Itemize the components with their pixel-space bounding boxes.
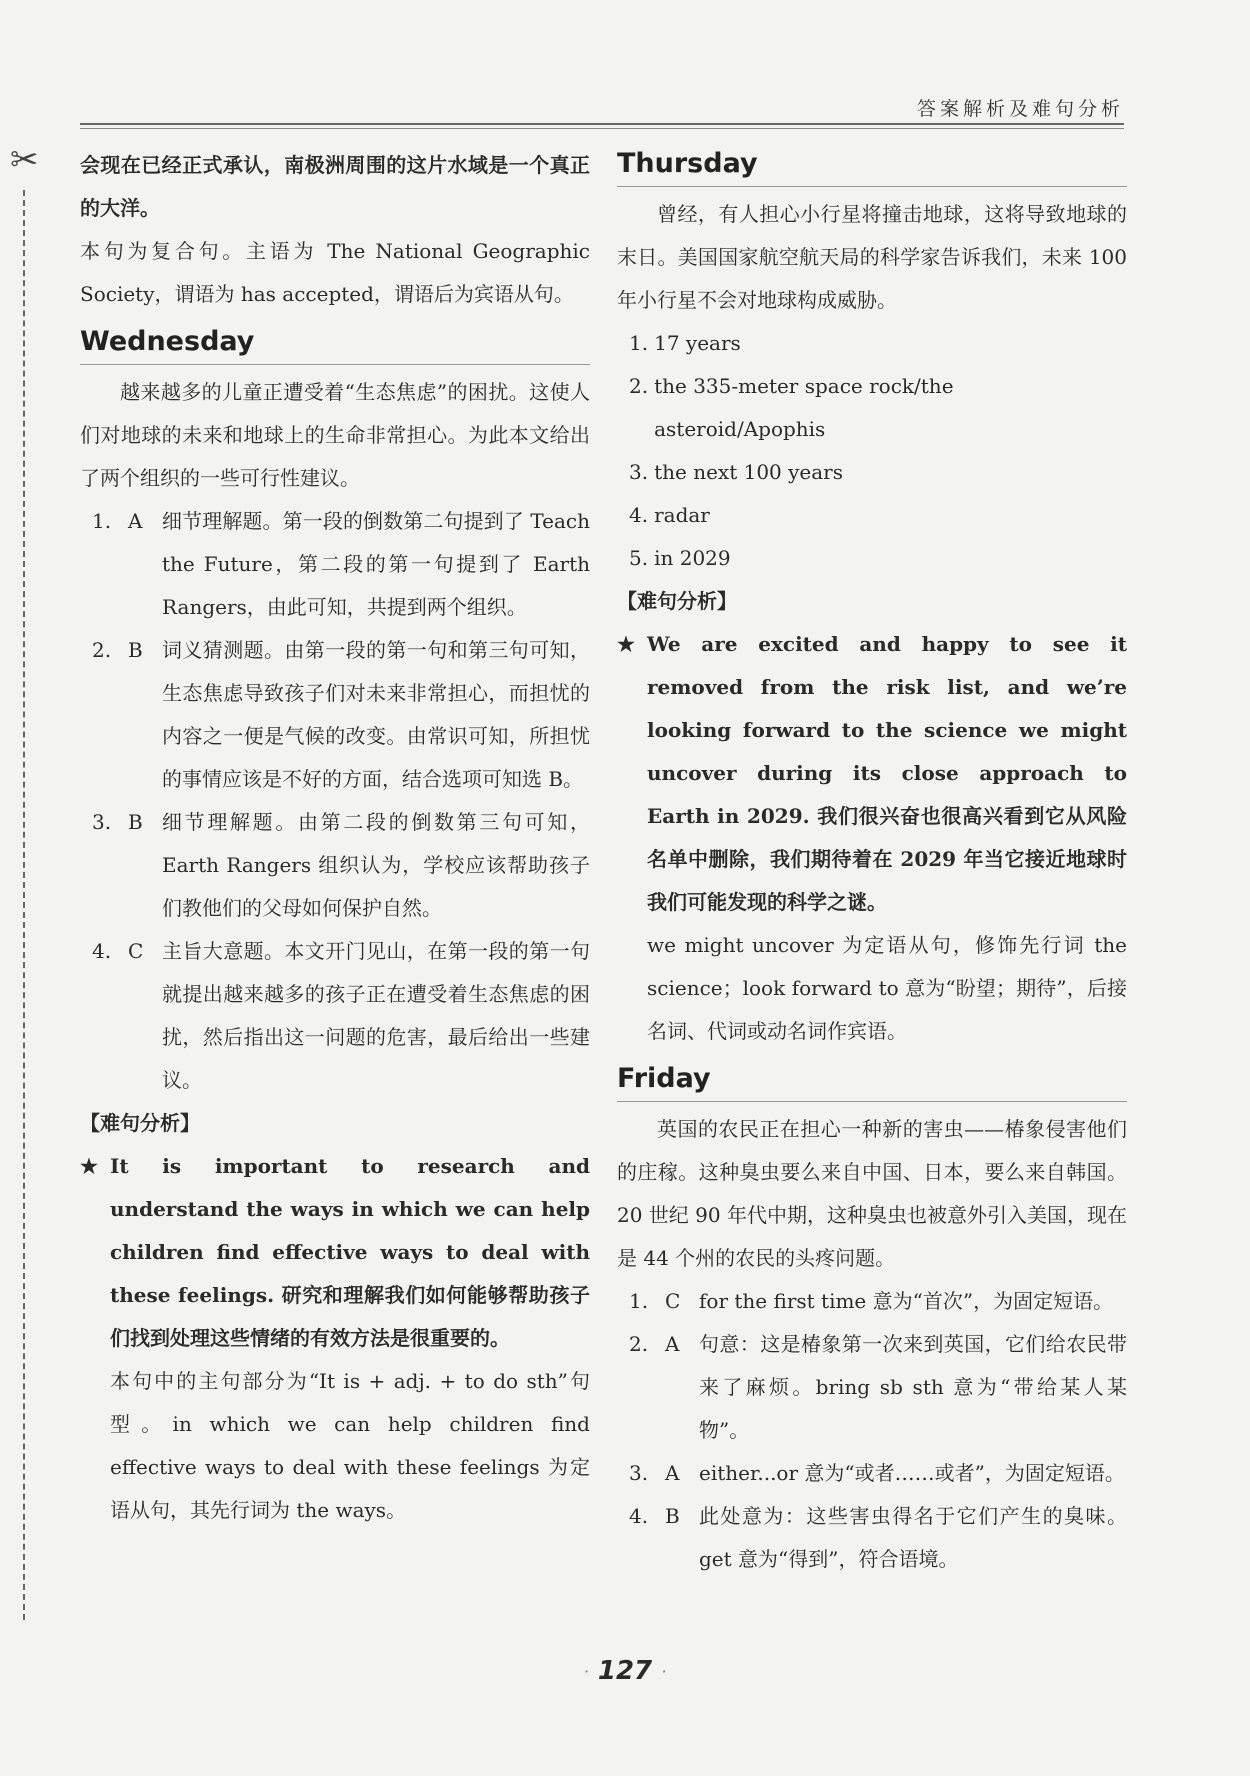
- item-answer: A: [665, 1461, 680, 1485]
- item-explanation: 此处意为：这些害虫得名于它们产生的臭味。get 意为“得到”，符合语境。: [699, 1504, 1127, 1571]
- item-number: 1.: [629, 1289, 649, 1313]
- running-header: 答案解析及难句分析: [916, 98, 1124, 120]
- intro-note: 本句为复合句。主语为 The National Geographic Society，谓语为 has accepted，谓语后为宾语从句。: [80, 239, 590, 306]
- item-explanation: 细节理解题。第一段的倒数第二句提到了 Teach the Future，第二段的第一句提到了 Earth Rangers，由此可知，共提到两个组织。: [162, 509, 590, 619]
- item-answer: B: [665, 1504, 680, 1528]
- difficult-sentence-text: It is important to research and understand the ways in which we can help children find effective ways to deal with these feelings. 研究和理解我们如何能够帮助孩子们找到处理这些情绪的有效方法是很重要的。: [110, 1154, 590, 1350]
- section-title-thursday: Thursday: [617, 144, 1127, 187]
- item-number: 1.: [629, 331, 649, 355]
- intro-bold-sentence: 会现在已经正式承认，南极洲周围的这片水域是一个真正的大洋。: [80, 153, 590, 220]
- item-answer: A: [665, 1332, 680, 1356]
- item-answer: B: [128, 810, 143, 834]
- sentence-note: we might uncover 为定语从句，修饰先行词 the science；look forward to 意为“盼望；期待”，后接名词、代词或动名词作宾语。: [647, 933, 1127, 1043]
- item-number: 3.: [629, 1461, 649, 1485]
- friday-summary: 英国的农民正在担心一种新的害虫——椿象侵害他们的庄稼。这种臭虫要么来自中国、日本，要么来自韩国。20 世纪 90 年代中期，这种臭虫也被意外引入美国，现在是 44 个州的农民的头疼问题。: [617, 1117, 1127, 1270]
- difficult-sentence: [80, 1145, 590, 1360]
- item-explanation: 主旨大意题。本文开门见山，在第一段的第一句就提出越来越多的孩子正在遭受着生态焦虑的困扰，然后指出这一问题的危害，最后给出一些建议。: [162, 939, 590, 1092]
- item-number: 2.: [629, 1332, 649, 1356]
- section-title-friday: Friday: [617, 1059, 1127, 1102]
- list-item: [617, 1452, 1127, 1495]
- item-answer: the 335-meter space rock/the asteroid/Apophis: [654, 374, 954, 441]
- list-item: [617, 322, 1127, 365]
- item-answer: B: [128, 638, 143, 662]
- list-item: [617, 451, 1127, 494]
- item-explanation: 细节理解题。由第二段的倒数第三句可知，Earth Rangers 组织认为，学校应该帮助孩子们教他们的父母如何保护自然。: [162, 810, 590, 920]
- item-number: 3.: [629, 460, 649, 484]
- section-title-wednesday: Wednesday: [80, 322, 590, 365]
- item-number: 2.: [92, 638, 112, 662]
- sentence-note: 本句中的主句部分为“It is + adj. + to do sth”句型。in which we can help children find effective ways to deal with these feelings 为定语从句，其先行词为 the ways。: [110, 1369, 590, 1522]
- star-icon: ★: [80, 1154, 98, 1178]
- analysis-tag: 【难句分析】: [80, 1111, 200, 1135]
- header-rule: [80, 123, 1124, 125]
- left-column: [80, 144, 590, 1532]
- difficult-sentence-text: We are excited and happy to see it removed from the risk list, and we’re looking forward to the science we might uncover during its close approach to Earth in 2029. 我们很兴奋也很高兴看到它从风险名单中删除，我们期待着在 2029 年当它接近地球时我们可能发现的科学之谜。: [647, 632, 1127, 914]
- item-number: 4.: [629, 503, 649, 527]
- header-rule-thin: [80, 128, 1124, 129]
- analysis-tag: 【难句分析】: [617, 589, 737, 613]
- difficult-sentence: [617, 623, 1127, 924]
- item-explanation: either...or 意为“或者……或者”，为固定短语。: [699, 1461, 1125, 1485]
- list-item: [617, 365, 1127, 451]
- item-answer: radar: [654, 503, 710, 527]
- list-item: [617, 1495, 1127, 1581]
- item-answer: in 2029: [654, 546, 731, 570]
- item-number: 4.: [92, 939, 112, 963]
- list-item: [80, 930, 590, 1102]
- item-answer: C: [128, 939, 144, 963]
- item-number: 1.: [92, 509, 112, 533]
- list-item: [80, 629, 590, 801]
- right-column: [617, 144, 1127, 1581]
- item-number: 2.: [629, 374, 649, 398]
- item-answer: the next 100 years: [654, 460, 844, 484]
- page-number: · 127 ·: [583, 1656, 667, 1686]
- item-number: 5.: [629, 546, 649, 570]
- thursday-summary: 曾经，有人担心小行星将撞击地球，这将导致地球的末日。美国国家航空航天局的科学家告诉我们，未来 100 年小行星不会对地球构成威胁。: [617, 202, 1127, 312]
- item-number: 3.: [92, 810, 112, 834]
- page-number-value: 127: [597, 1656, 653, 1686]
- item-explanation: 词义猜测题。由第一段的第一句和第三句可知，生态焦虑导致孩子们对未来非常担心，而担忧的内容之一便是气候的改变。由常识可知，所担忧的事情应该是不好的方面，结合选项可知选 B。: [162, 638, 590, 791]
- list-item: [80, 801, 590, 930]
- star-icon: ★: [617, 632, 635, 656]
- item-explanation: 句意：这是椿象第一次来到英国，它们给农民带来了麻烦。bring sb sth 意为“带给某人某物”。: [699, 1332, 1127, 1442]
- list-item: [617, 1280, 1127, 1323]
- list-item: [617, 494, 1127, 537]
- item-answer: A: [128, 509, 143, 533]
- item-answer: C: [665, 1289, 681, 1313]
- list-item: [617, 1323, 1127, 1452]
- list-item: [80, 500, 590, 629]
- list-item: [617, 537, 1127, 580]
- wednesday-summary: 越来越多的儿童正遭受着“生态焦虑”的困扰。这使人们对地球的未来和地球上的生命非常担心。为此本文给出了两个组织的一些可行性建议。: [80, 380, 590, 490]
- item-number: 4.: [629, 1504, 649, 1528]
- item-explanation: for the first time 意为“首次”，为固定短语。: [699, 1289, 1114, 1313]
- scissors-icon: ✂: [10, 140, 39, 180]
- cut-line: [23, 190, 25, 1620]
- item-answer: 17 years: [654, 331, 741, 355]
